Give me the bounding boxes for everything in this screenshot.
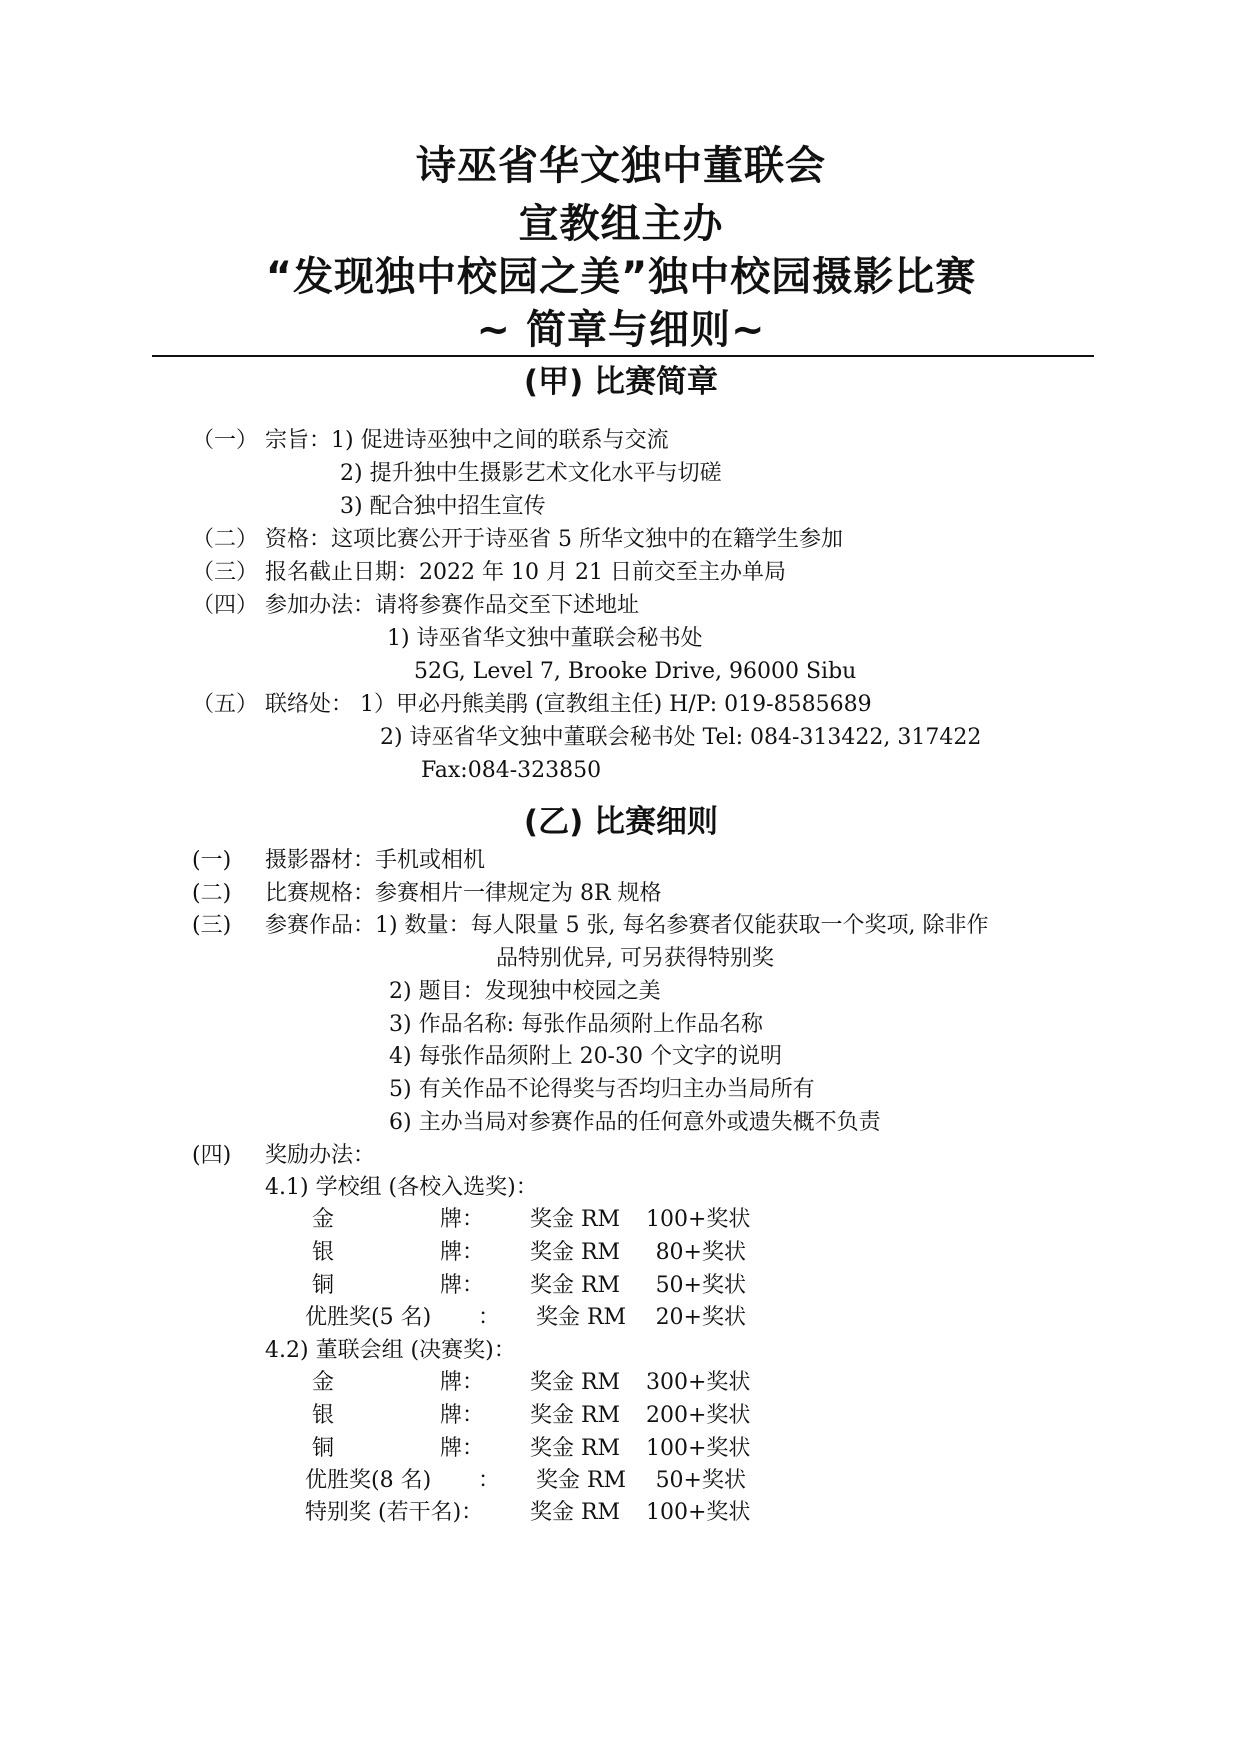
prize-name: 优胜奖(5 名) xyxy=(305,1305,432,1330)
item-text: 宗旨：1) 促进诗巫独中之间的联系与交流 xyxy=(265,428,669,453)
item-number: (四) xyxy=(192,1143,232,1168)
item-text: 奖励办法： xyxy=(265,1143,376,1168)
item-text: 52G, Level 7, Brooke Drive, 96000 Sibu xyxy=(414,659,857,684)
prize-name: 特别奖 (若干名)： xyxy=(305,1500,484,1525)
prize-group-heading: 4.1) 学校组 (各校入选奖)： xyxy=(265,1175,538,1200)
item-text: 5) 有关作品不论得奖与否均归主办当局所有 xyxy=(389,1077,815,1102)
prize-name: 金 xyxy=(312,1207,335,1232)
section-a-title: (甲) 比赛简章 xyxy=(523,364,719,400)
prize-group-heading: 4.2) 董联会组 (决赛奖)： xyxy=(265,1338,516,1363)
title-line-3: “发现独中校园之美”独中校园摄影比赛 xyxy=(265,254,977,300)
title-rule xyxy=(152,355,1094,357)
prize-suffix: 牌： xyxy=(440,1436,485,1461)
prize-currency: 奖金 RM xyxy=(536,1468,627,1493)
prize-name: 银 xyxy=(312,1240,335,1265)
item-number: （三） xyxy=(192,560,259,585)
title-line-4: ~ 简章与细则~ xyxy=(476,307,766,353)
prize-suffix: ： xyxy=(478,1468,501,1493)
item-text: 6) 主办当局对参赛作品的任何意外或遗失概不负责 xyxy=(389,1110,881,1135)
section-b-title: (乙) 比赛细则 xyxy=(523,804,719,840)
prize-suffix: 牌： xyxy=(440,1240,485,1265)
item-number: （五） xyxy=(192,692,259,717)
item-text: 2) 提升独中生摄影艺术文化水平与切磋 xyxy=(340,461,722,486)
item-text: 1) 诗巫省华文独中董联会秘书处 xyxy=(387,626,703,651)
prize-currency: 奖金 RM xyxy=(530,1500,621,1525)
prize-amount: 100+奖状 xyxy=(646,1436,751,1461)
title-line-2: 宣教组主办 xyxy=(518,201,724,247)
item-number: (三) xyxy=(192,913,232,938)
prize-suffix: 牌： xyxy=(440,1403,485,1428)
prize-name: 金 xyxy=(312,1370,335,1395)
prize-currency: 奖金 RM xyxy=(530,1436,621,1461)
item-text: 2) 题目：发现独中校园之美 xyxy=(389,979,661,1004)
prize-name: 铜 xyxy=(312,1273,335,1298)
item-number: （一） xyxy=(192,428,259,453)
item-number: (二) xyxy=(192,881,232,906)
prize-currency: 奖金 RM xyxy=(530,1273,621,1298)
prize-name: 铜 xyxy=(312,1436,335,1461)
prize-amount: 20+奖状 xyxy=(655,1305,746,1330)
prize-suffix: 牌： xyxy=(440,1273,485,1298)
prize-currency: 奖金 RM xyxy=(530,1370,621,1395)
item-text: 2) 诗巫省华文独中董联会秘书处 Tel: 084-313422, 317422 xyxy=(380,725,982,750)
prize-amount: 200+奖状 xyxy=(646,1403,751,1428)
item-number: （四） xyxy=(192,593,259,618)
prize-currency: 奖金 RM xyxy=(530,1240,621,1265)
item-text: 3) 配合独中招生宣传 xyxy=(340,494,546,519)
item-text: 品特别优异, 可另获得特别奖 xyxy=(496,946,774,971)
item-text: 资格：这项比赛公开于诗巫省 5 所华文独中的在籍学生参加 xyxy=(265,527,843,552)
item-number: (一) xyxy=(192,848,232,873)
prize-suffix: 牌： xyxy=(440,1207,485,1232)
prize-amount: 300+奖状 xyxy=(646,1370,751,1395)
item-text: 报名截止日期：2022 年 10 月 21 日前交至主办单局 xyxy=(265,560,786,585)
item-number: （二） xyxy=(192,527,259,552)
item-text: 4) 每张作品须附上 20-30 个文字的说明 xyxy=(389,1044,782,1069)
prize-name: 优胜奖(8 名) xyxy=(305,1468,432,1493)
prize-currency: 奖金 RM xyxy=(536,1305,627,1330)
prize-amount: 100+奖状 xyxy=(646,1500,751,1525)
item-text: 3) 作品名称: 每张作品须附上作品名称 xyxy=(389,1012,763,1037)
prize-amount: 50+奖状 xyxy=(655,1273,746,1298)
prize-suffix: ： xyxy=(478,1305,501,1330)
prize-amount: 80+奖状 xyxy=(655,1240,746,1265)
prize-name: 银 xyxy=(312,1403,335,1428)
prize-amount: 100+奖状 xyxy=(646,1207,751,1232)
item-text: 参赛作品：1) 数量：每人限量 5 张, 每名参赛者仅能获取一个奖项, 除非作 xyxy=(265,913,989,938)
item-text: 摄影器材：手机或相机 xyxy=(265,848,486,873)
prize-amount: 50+奖状 xyxy=(655,1468,746,1493)
title-line-1: 诗巫省华文独中董联会 xyxy=(416,143,826,189)
prize-suffix: 牌： xyxy=(440,1370,485,1395)
item-text: Fax:084-323850 xyxy=(421,758,602,783)
prize-currency: 奖金 RM xyxy=(530,1207,621,1232)
item-text: 参加办法：请将参赛作品交至下述地址 xyxy=(265,593,640,618)
item-text: 联络处： 1）甲必丹熊美鹃 (宣教组主任) H/P: 019-8585689 xyxy=(265,692,872,717)
prize-currency: 奖金 RM xyxy=(530,1403,621,1428)
item-text: 比赛规格：参赛相片一律规定为 8R 规格 xyxy=(265,881,662,906)
